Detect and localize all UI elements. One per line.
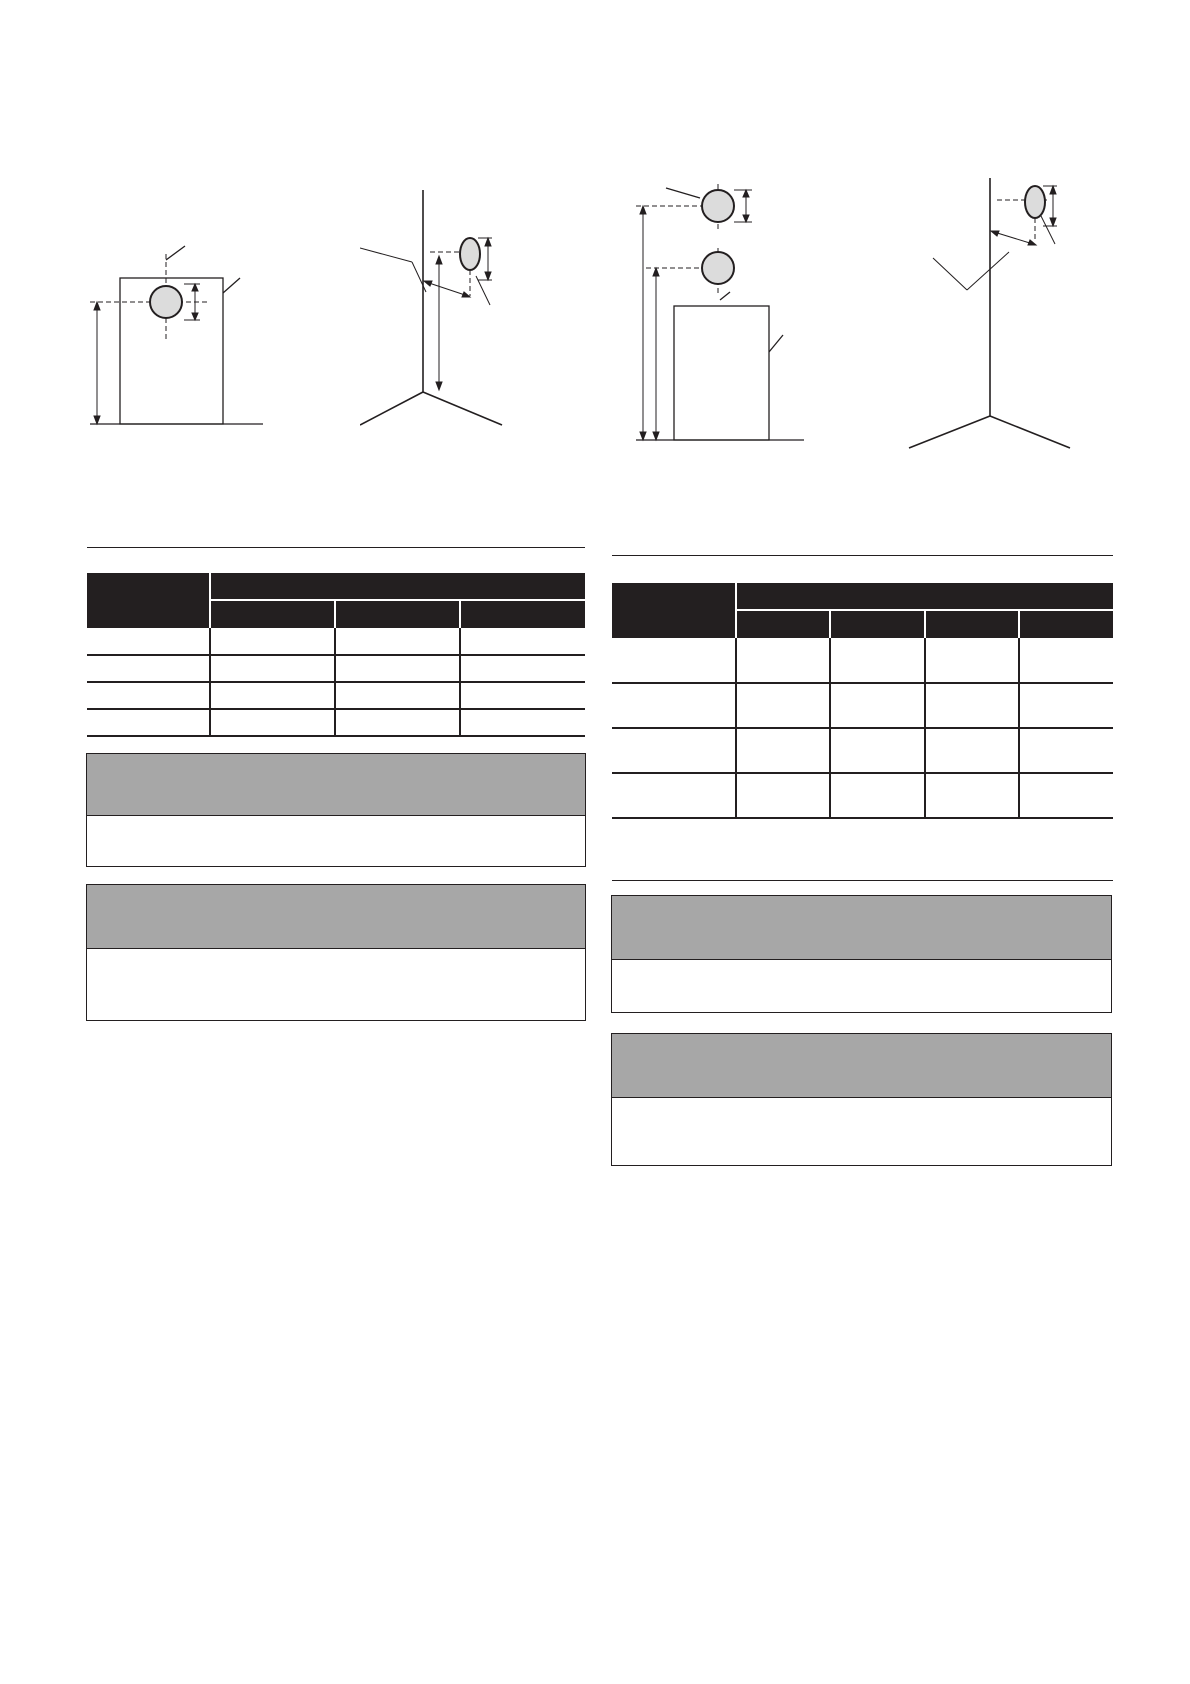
table-cell <box>460 709 585 736</box>
note-box <box>611 1033 1112 1166</box>
leader-line <box>412 262 426 292</box>
table-cell <box>1019 773 1113 818</box>
table-header-group <box>210 573 585 600</box>
table-cell <box>210 709 335 736</box>
table-cell <box>736 773 830 818</box>
table-cell <box>210 628 335 655</box>
table-row <box>612 683 1113 728</box>
table-header-first <box>612 583 736 638</box>
table-subheader <box>460 600 585 628</box>
table-cell <box>925 638 1019 683</box>
table-cell <box>460 628 585 655</box>
table-cell <box>335 682 460 709</box>
table-cell <box>925 773 1019 818</box>
table-header-first <box>87 573 210 628</box>
table-cell <box>210 682 335 709</box>
figure-cabinet-mount <box>80 230 270 430</box>
note-title <box>612 1034 1111 1098</box>
table-cell <box>736 728 830 773</box>
table-cell <box>612 773 736 818</box>
table-cell <box>736 638 830 683</box>
table-row <box>612 773 1113 818</box>
section-rule <box>612 880 1113 881</box>
table-row <box>87 628 585 655</box>
section-rule <box>612 555 1113 556</box>
table-cell <box>460 655 585 682</box>
leader-line <box>166 246 185 260</box>
table-row <box>612 638 1113 683</box>
table-cell <box>612 638 736 683</box>
table-cell <box>1019 683 1113 728</box>
device-icon <box>1025 186 1045 218</box>
cabinet-outline <box>674 306 769 440</box>
leader-line <box>360 248 412 262</box>
note-box <box>86 884 586 1021</box>
floor-line <box>423 392 502 425</box>
table-row <box>87 709 585 736</box>
note-title <box>87 754 585 816</box>
table-cell <box>335 628 460 655</box>
floor-line <box>909 416 990 448</box>
table-cell <box>87 655 210 682</box>
table-cell <box>830 638 924 683</box>
floor-line <box>360 392 423 425</box>
floor-line <box>990 416 1070 448</box>
table-header-group <box>736 583 1113 610</box>
table-cell <box>210 655 335 682</box>
table-cell <box>830 728 924 773</box>
table-row <box>612 728 1113 773</box>
dimension-line <box>426 282 468 296</box>
table-cell <box>925 728 1019 773</box>
table-cell <box>830 773 924 818</box>
figure-corner-mount-right <box>905 170 1085 450</box>
leader-line <box>933 258 967 290</box>
device-icon <box>702 190 734 222</box>
table-cell <box>460 682 585 709</box>
dimension-line <box>994 232 1033 244</box>
note-title <box>612 896 1111 960</box>
table-row <box>87 655 585 682</box>
table-cell <box>612 728 736 773</box>
device-icon <box>150 286 182 318</box>
table-subheader <box>925 610 1019 638</box>
table-cell <box>1019 638 1113 683</box>
figure-stacked-mount <box>626 180 826 450</box>
section-rule <box>87 547 585 548</box>
table-cell <box>1019 728 1113 773</box>
table-cell <box>87 628 210 655</box>
note-box <box>611 895 1112 1013</box>
table-cell <box>612 683 736 728</box>
figure-corner-mount <box>360 180 550 440</box>
note-title <box>87 885 585 949</box>
table-subheader <box>830 610 924 638</box>
spec-table-right <box>612 583 1113 819</box>
table-cell <box>87 709 210 736</box>
table-cell <box>335 655 460 682</box>
table-subheader <box>335 600 460 628</box>
spec-table-left <box>87 573 585 737</box>
table-subheader <box>1019 610 1113 638</box>
table-cell <box>925 683 1019 728</box>
leader-line <box>769 335 783 352</box>
table-cell <box>87 682 210 709</box>
leader-line <box>967 252 1009 290</box>
device-icon <box>460 238 480 270</box>
device-icon <box>702 252 734 284</box>
leader-line <box>720 292 730 300</box>
leader-line <box>223 278 240 293</box>
table-row <box>87 682 585 709</box>
table-cell <box>335 709 460 736</box>
leader-line <box>666 188 700 198</box>
table-subheader <box>736 610 830 638</box>
table-subheader <box>210 600 335 628</box>
table-cell <box>736 683 830 728</box>
note-box <box>86 753 586 867</box>
table-cell <box>830 683 924 728</box>
